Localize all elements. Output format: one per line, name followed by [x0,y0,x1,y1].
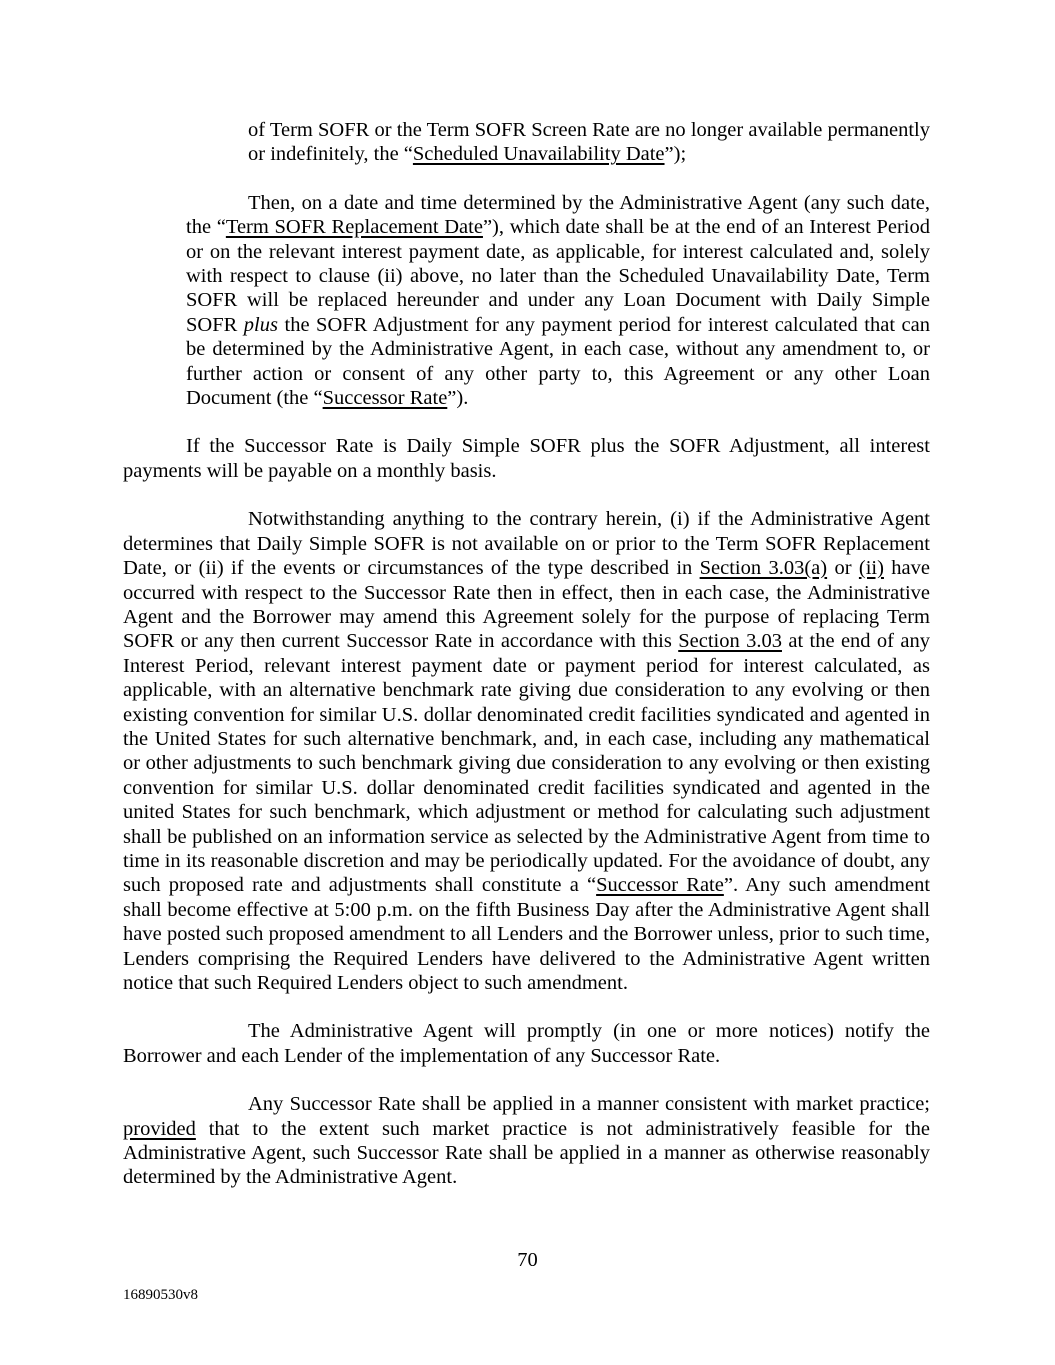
paragraph-scheduled-unavailability: of Term SOFR or the Term SOFR Screen Rate are no longer available permanently or indefinitely, the “Scheduled Unavailability Date”); [248,119,930,166]
paragraph-notwithstanding: Notwithstanding anything to the contrary herein, (i) if the Administrative Agent determines that Daily Simple SOFR is not available on or prior to the Term SOFR Replacement Date, or (ii) if the events or circumstances of the type described in Section 3.03(a) or (ii) have occurred with respect to the Successor Rate then in effect, then in each case, the Administrative Agent and the Borrower may amend this Agreement solely for the purpose of replacing Term SOFR or any then current Successor Rate in accordance with this Section 3.03 at the end of any Interest Period, relevant interest payment date or payment period for interest calculated, as applicable, with an alternative benchmark rate giving due consideration to any evolving or then existing convention for similar U.S. dollar denominated credit facilities syndicated and agented in the United States for such alternative benchmark, and, in each case, including any mathematical or other adjustments to such benchmark giving due consideration to any evolving or then existing convention for similar U.S. dollar denominated credit facilities syndicated and agented in the united States for such benchmark, which adjustment or method for calculating such adjustment shall be published on an information service as selected by the Administrative Agent from time to time in its reasonable discretion and may be periodically updated. For the avoidance of doubt, any such proposed rate and adjustments shall constitute a “Successor Rate”. Any such amendment shall become effective at 5:00 p.m. on the fifth Business Day after the Administrative Agent shall have posted such proposed amendment to all Lenders and the Borrower unless, prior to such time, Lenders comprising the Required Lenders have delivered to the Administrative Agent written notice that such Required Lenders object to such amendment. [123,508,931,994]
page-number: 70 [517,1249,538,1271]
paragraph-monthly-basis: If the Successor Rate is Daily Simple SOFR plus the SOFR Adjustment, all interest payments will be payable on a monthly basis. [123,435,930,482]
document-body [123,118,930,1214]
paragraph-market-practice: Any Successor Rate shall be applied in a manner consistent with market practice; provided that to the extent such market practice is not administratively feasible for the Administrative Agent, such Successor Rate shall be applied in a manner as otherwise reasonably determined by the Administrative Agent. [123,1093,930,1189]
paragraph-notify: The Administrative Agent will promptly (in one or more notices) notify the Borrower and each Lender of the implementation of any Successor Rate. [123,1020,930,1067]
paragraph-term-sofr-replacement: Then, on a date and time determined by the Administrative Agent (any such date, the “Term SOFR Replacement Date”), which date shall be at the end of an Interest Period or on the relevant interest payment date, as applicable, for interest calculated and, solely with respect to clause (ii) above, no later than the Scheduled Unavailability Date, Term SOFR will be replaced hereunder and under any Loan Document with Daily Simple SOFR plus the SOFR Adjustment for any payment period for interest calculated that can be determined by the Administrative Agent, in each case, without any amendment to, or further action or consent of any other party to, this Agreement or any other Loan Document (the “Successor Rate”). [186,191,930,410]
document-id-footer: 16890530v8 [123,1287,198,1303]
